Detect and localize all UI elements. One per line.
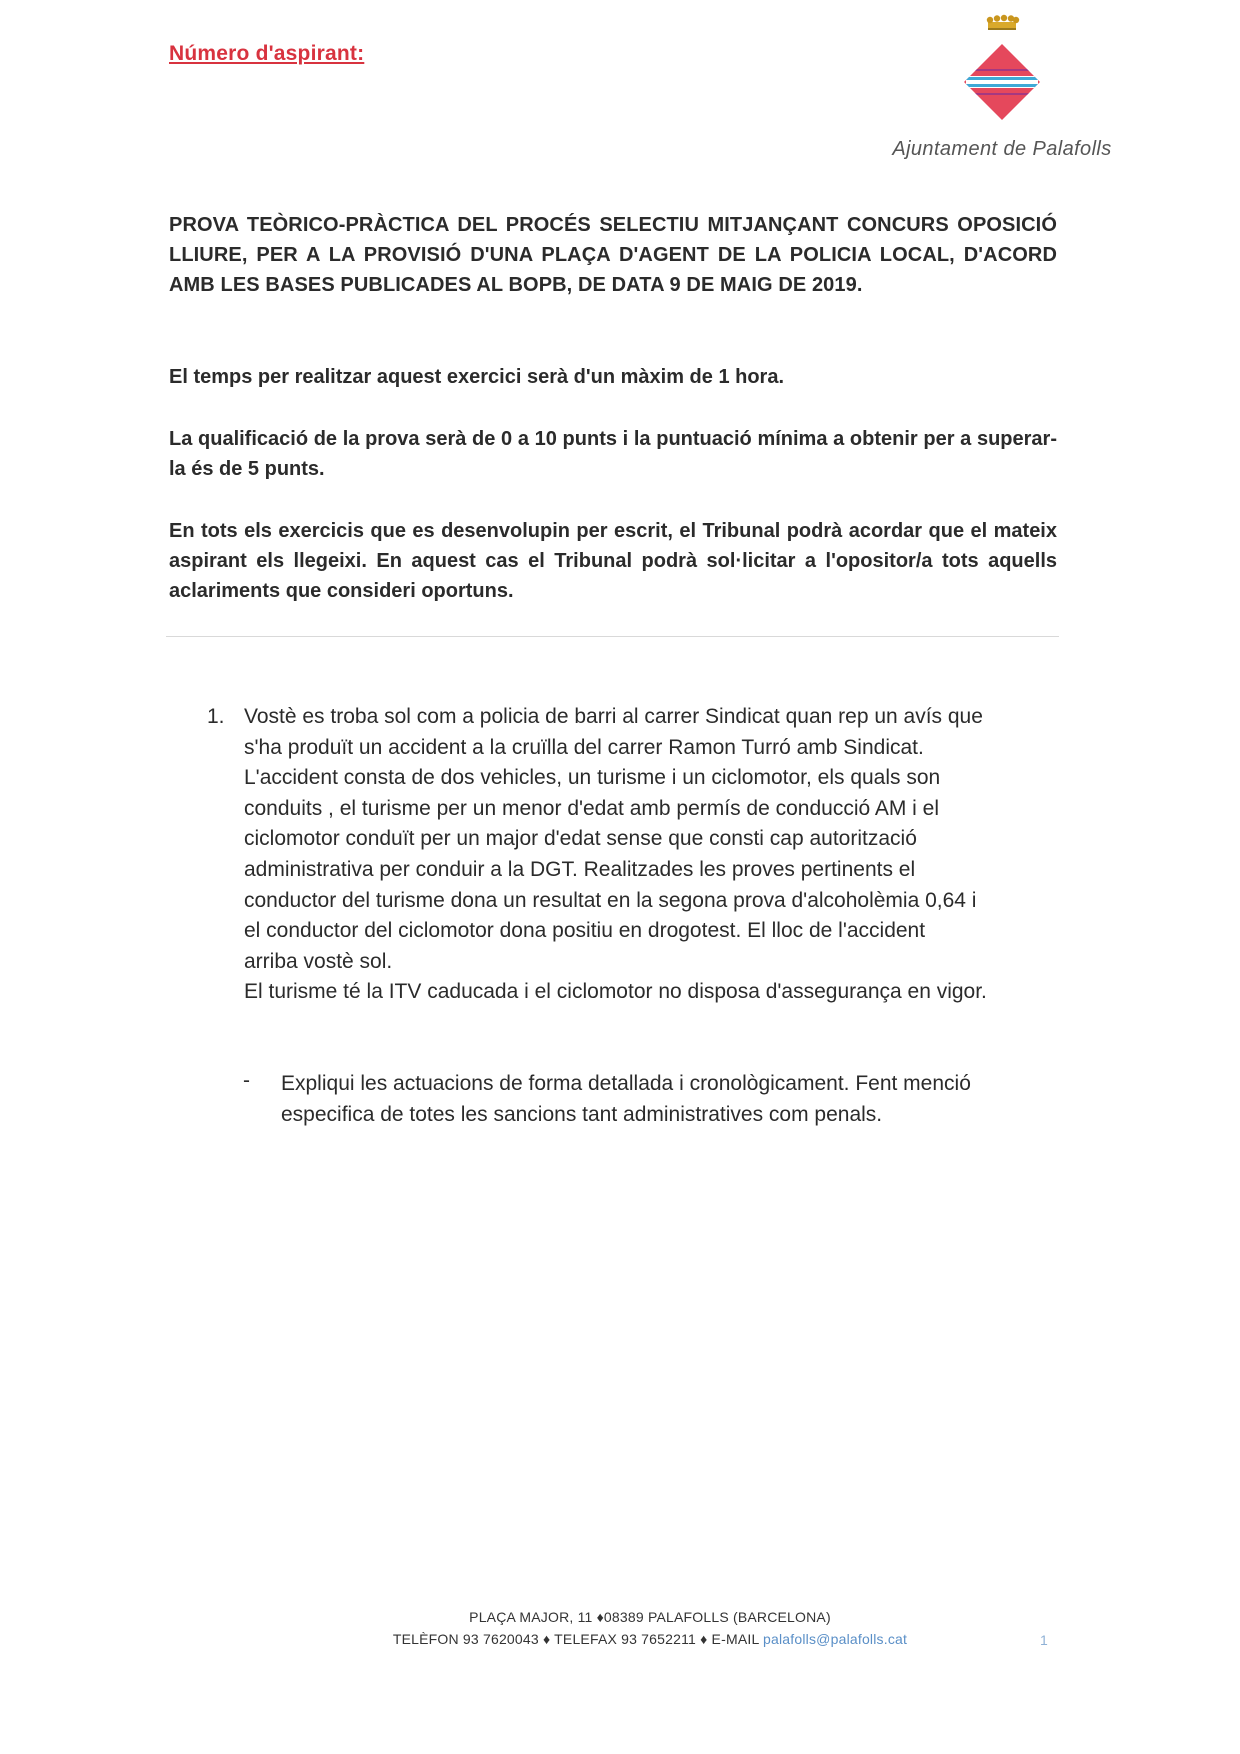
footer-address: PLAÇA MAJOR, 11 ♦08389 PALAFOLLS (BARCELONA) xyxy=(469,1609,831,1625)
instruction-reading: En tots els exercicis que es desenvolupin per escrit, el Tribunal podrà acordar que el mateix aspirant els llegeixi. En aquest cas el Tribunal podrà sol·licitar a l'opositor/a tots aquells aclariments que consideri oportuns. xyxy=(169,520,1057,602)
question-line: Vostè es troba sol com a policia de barri al carrer Sindicat quan rep un avís que xyxy=(244,705,983,728)
question-line: administrativa per conduir a la DGT. Realitzades les proves pertinents el xyxy=(244,857,916,881)
shield-icon xyxy=(962,44,1042,120)
footer-contact-text: TELÈFON 93 7620043 ♦ TELEFAX 93 7652211 ♦ E-MAIL xyxy=(392,1631,764,1647)
footer-contact xyxy=(300,1631,1000,1647)
question-line: conductor del turisme dona un resultat en la segona prova d'alcoholèmia 0,64 i xyxy=(244,888,977,912)
municipality-name: Ajuntament de Palafolls xyxy=(892,138,1112,160)
question-line: conduits , el turisme per un menor d'edat amb permís de conducció AM i el xyxy=(244,796,940,820)
question-line: El turisme té la ITV caducada i el ciclomotor no disposa d'assegurança en vigor. xyxy=(244,980,987,1004)
question-line: arriba vostè sol. xyxy=(244,949,393,973)
question-number: 1. xyxy=(207,705,225,728)
page-number: 1 xyxy=(1040,1632,1048,1648)
instruction-time: El temps per realitzar aquest exercici serà d'un màxim de 1 hora. xyxy=(169,366,785,388)
question-text xyxy=(244,702,1064,1008)
question-line: s'ha produït un accident a la cruïlla del carrer Ramon Turró amb Sindicat. xyxy=(244,735,924,759)
municipal-logo xyxy=(872,14,1132,160)
question-line: ciclomotor conduït per un major d'edat sense que consti cap autorització xyxy=(244,827,917,851)
section-divider xyxy=(166,636,1059,637)
footer-email-link[interactable]: palafolls@palafolls.cat xyxy=(763,1631,908,1647)
exam-title: PROVA TEÒRICO-PRÀCTICA DEL PROCÉS SELECTIU MITJANÇANT CONCURS OPOSICIÓ LLIURE, PER A LA PROVISIÓ D'UNA PLAÇA D'AGENT DE LA POLICIA LOCAL, D'ACORD AMB LES BASES PUBLICADES AL BOPB, DE DATA 9 DE MAIG DE 2019. xyxy=(169,214,1057,296)
coat-of-arms-icon xyxy=(952,14,1052,126)
question-line: L'accident consta de dos vehicles, un turisme i un ciclomotor, els quals son xyxy=(244,766,941,790)
candidate-number-label: Número d'aspirant: xyxy=(169,42,365,65)
task-bullet: - xyxy=(243,1069,250,1092)
instruction-grading: La qualificació de la prova serà de 0 a 10 punts i la puntuació mínima a obtenir per a superar-la és de 5 punts. xyxy=(169,428,1057,480)
task-text: Expliqui les actuacions de forma detallada i cronològicament. Fent menció especifica de totes les sancions tant administratives com penals. xyxy=(281,1072,971,1126)
crown-icon xyxy=(987,15,1019,30)
question-line: el conductor del ciclomotor dona positiu en drogotest. El lloc de l'accident xyxy=(244,919,926,943)
